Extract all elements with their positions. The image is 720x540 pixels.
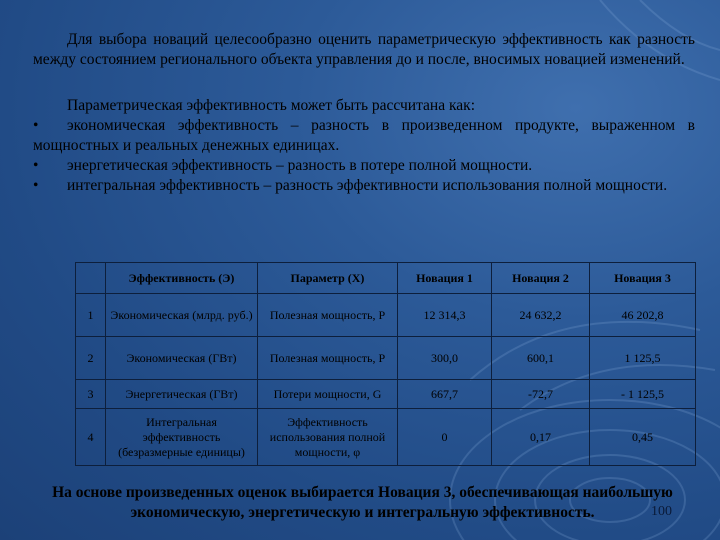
table-row bbox=[76, 294, 696, 337]
innovation-3-value: 46 202,8 bbox=[590, 294, 696, 337]
bullet-text: энергетическая эффективность – разность в потере полной мощности. bbox=[67, 157, 533, 174]
bullet-item-economic bbox=[33, 116, 695, 156]
innovation-1-value: 12 314,3 bbox=[398, 294, 492, 337]
header-number bbox=[76, 263, 106, 294]
header-efficiency: Эффективность (Э) bbox=[106, 263, 258, 294]
row-number: 4 bbox=[76, 409, 106, 466]
table-header-row bbox=[76, 263, 696, 294]
row-number: 3 bbox=[76, 380, 106, 409]
intro-text bbox=[33, 30, 695, 196]
bullet-icon: • bbox=[33, 177, 39, 194]
efficiency-cell: Экономическая (млрд. руб.) bbox=[106, 294, 258, 337]
parameter-cell: Эффективность использования полной мощности, φ bbox=[258, 409, 398, 466]
innovation-3-value: 0,45 bbox=[590, 409, 696, 466]
innovation-2-value: -72,7 bbox=[492, 380, 590, 409]
parameter-cell: Полезная мощность, P bbox=[258, 337, 398, 380]
bullet-text: интегральная эффективность – разность эффективности использования полной мощности. bbox=[67, 177, 668, 194]
intro-paragraph: Для выбора новаций целесообразно оценить параметрическую эффективность как разность между состоянием регионального объекта управления до и после, вносимых новацией изменений. bbox=[33, 31, 695, 68]
table-row bbox=[76, 409, 696, 466]
header-innovation-2: Новация 2 bbox=[492, 263, 590, 294]
efficiency-lead-sentence: Параметрическая эффективность может быть рассчитана как: bbox=[67, 97, 475, 114]
innovation-1-value: 0 bbox=[398, 409, 492, 466]
bullet-item-integral bbox=[33, 176, 695, 196]
efficiency-cell: Интегральная эффективность (безразмерные единицы) bbox=[106, 409, 258, 466]
innovation-2-value: 600,1 bbox=[492, 337, 590, 380]
innovation-comparison-table bbox=[75, 262, 696, 466]
table-row bbox=[76, 380, 696, 409]
parameter-cell: Потери мощности, G bbox=[258, 380, 398, 409]
header-parameter: Параметр (X) bbox=[258, 263, 398, 294]
conclusion-text: На основе произведенных оценок выбирается Новация 3, обеспечивающая наибольшую экономическую, энергетическую и интегральную эффективность. bbox=[52, 484, 673, 521]
page-number: 100 bbox=[651, 504, 672, 519]
innovation-2-value: 0,17 bbox=[492, 409, 590, 466]
row-number: 2 bbox=[76, 337, 106, 380]
innovation-3-value: - 1 125,5 bbox=[590, 380, 696, 409]
bullet-icon: • bbox=[33, 157, 39, 174]
bullet-text: экономическая эффективность – разность в произведенном продукте, выраженном в мощностных и реальных денежных единицах. bbox=[33, 117, 695, 154]
parameter-cell: Полезная мощность, P bbox=[258, 294, 398, 337]
innovation-2-value: 24 632,2 bbox=[492, 294, 590, 337]
header-innovation-3: Новация 3 bbox=[590, 263, 696, 294]
efficiency-cell: Экономическая (ГВт) bbox=[106, 337, 258, 380]
innovation-1-value: 667,7 bbox=[398, 380, 492, 409]
innovation-1-value: 300,0 bbox=[398, 337, 492, 380]
efficiency-cell: Энергетическая (ГВт) bbox=[106, 380, 258, 409]
table-row bbox=[76, 337, 696, 380]
innovation-3-value: 1 125,5 bbox=[590, 337, 696, 380]
row-number: 1 bbox=[76, 294, 106, 337]
bullet-item-energy bbox=[33, 156, 695, 176]
header-innovation-1: Новация 1 bbox=[398, 263, 492, 294]
bullet-icon: • bbox=[33, 117, 39, 134]
